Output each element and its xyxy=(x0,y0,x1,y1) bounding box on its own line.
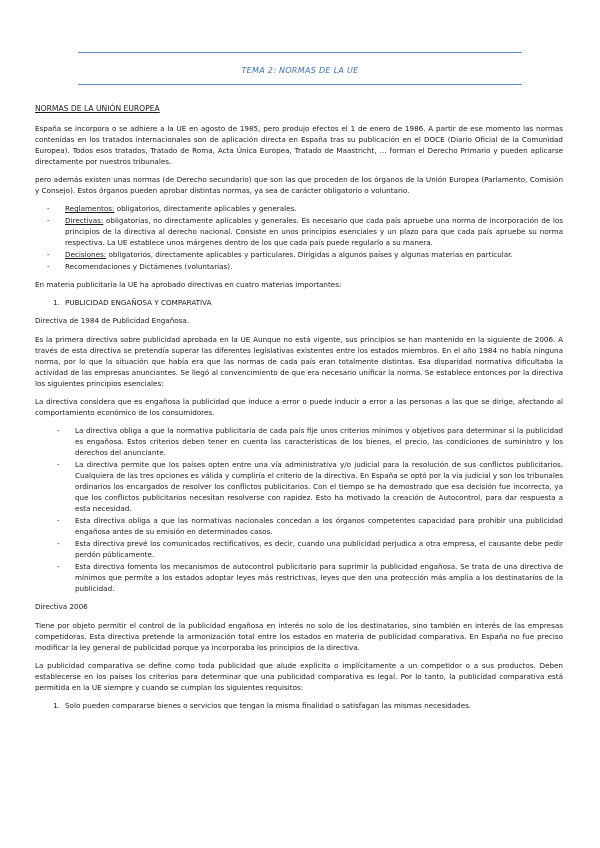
section-title-text: PUBLICIDAD ENGAÑOSA Y COMPARATIVA xyxy=(65,298,212,307)
principles-list xyxy=(35,425,563,594)
subheading: Directiva de 1984 de Publicidad Engañosa. xyxy=(35,316,190,325)
list-number: 1. xyxy=(53,701,60,710)
list-item: - La directiva permite que los países opten entre una vía administrativa y/o judicial para la resolución de sus conflictos publicitarios. Cualquiera de las tres opciones es válida y cumpliría el criterio de la directiva. En España se optó por la vía judicial y son los tribunales ordinarios los encargados de resolver los conflictos publicitarios. Con el tiempo se ha demostrado que esa decisión fue incorrecta, ya que los conflictos publicitarios necesitan resolverse con rapidez. Esto ha motivado la creación de Autocontrol, para dar respuesta a esta necesidad. xyxy=(35,459,563,514)
section-number: 1. xyxy=(53,298,60,307)
list-item: - La directiva obliga a que la normativa publicitaria de cada país fije unos criterios mínimos y objetivos para determinar si la publicidad es engañosa. Estos criterios deben tener en cuenta las características de los bienes, el precio, las condiciones de suministro y los derechos del anunciante. xyxy=(35,425,563,458)
list-item: - Esta directiva fomenta los mecanismos de autocontrol publicitario para suprimir la publicidad engañosa. Se trata de una directiva de mínimos que permite a los estados adoptar leyes más restrictivas, leyes que den una protección más amplia a los destinatarios de la publicidad. xyxy=(35,561,563,594)
list-item xyxy=(35,261,563,272)
paragraph: La publicidad comparativa se define como toda publicidad que alude explícita o implícitamente a un competidor o a sus productos. Deben establecerse en los países los criterios para determinar que una publicidad comparativa es legal. Por lo tanto, la publicidad comparativa está permitida en la UE siempre y cuando se cumplan los siguientes requisitos: xyxy=(35,661,563,692)
list-term: Directivas: xyxy=(65,216,104,225)
header-top-rule xyxy=(78,52,522,53)
paragraph: España se incorpora o se adhiere a la UE en agosto de 1985, pero produjo efectos el 1 de enero de 1986. A partir de ese momento las normas contenidas en los tratados internacionales son de aplicación directa en España tras su publicación en el DOCE (Diario Oficial de la Comunidad Europea). Todos esos tratados, Tratado de Roma, Acta Única Europea, Tratado de Maastricht, … forman el Derecho Primario y pueden aplicarse directamente por nuestros tribunales. xyxy=(35,124,563,166)
paragraph: La directiva considera que es engañosa la publicidad que induce a error o puede inducir a error a las personas a las que se dirige, afectando al comportamiento económico de los consumidores. xyxy=(35,397,563,417)
list-item: - Esta directiva obliga a que las normativas nacionales concedan a los órganos competentes capacidad para prohibir una publicidad engañosa antes de su emisión en determinados casos. xyxy=(35,515,563,537)
page-title: TEMA 2: NORMAS DE LA UE xyxy=(241,66,359,75)
norm-types-list xyxy=(35,203,563,272)
paragraph: Es la primera directiva sobre publicidad aprobada en la UE Aunque no está vigente, sus principios se han mantenido en la siguiente de 2006. A través de esta directiva se pretendía superar las diferentes legislativas existentes entre los estados miembros. En el año 1984 no había ninguna norma, por lo que la situación que había era que las normas de cada país eran totalmente distintas. Esa disparidad normativa dificultaba la actividad de las empresas anunciantes. Se llegó al convencimiento de que era necesario unificar la norma. Se establece entonces por la directiva los siguientes principios esenciales: xyxy=(35,335,563,388)
paragraph: pero además existen unas normas (de Derecho secundario) que son las que proceden de los órganos de la Unión Europea (Parlamento, Comisión y Consejo). Estos órganos pueden aprobar distintas normas, ya sea de carácter obligatorio o voluntario. xyxy=(35,175,563,195)
section-heading: NORMAS DE LA UNIÓN EUROPEA xyxy=(35,104,160,113)
list-text: Solo pueden compararse bienes o servicios que tengan la misma finalidad o satisfagan las mismas necesidades. xyxy=(65,701,472,710)
list-item: - Esta directiva prevé los comunicados rectificativos, es decir, cuando una publicidad perjudica a otra empresa, el causante debe pedir perdón públicamente. xyxy=(35,538,563,560)
list-item xyxy=(35,249,563,260)
list-text: Recomendaciones y Dictámenes (voluntarias). xyxy=(65,262,233,271)
list-item xyxy=(35,215,563,248)
header-bottom-rule xyxy=(78,84,522,85)
section-title xyxy=(35,297,563,308)
list-term: Reglamentos: xyxy=(65,204,115,213)
subheading: Directiva 2006 xyxy=(35,602,88,611)
list-text: obligatorias, no directamente aplicables y generales. Es necesario que cada país apruebe una norma de incorporación de los principios de la directiva al derecho nacional. Consiste en unos principios esenciales y un plazo para que cada país apruebe su norma respectiva. La UE establece unos márgenes dentro de los que cada país puede regularlo a su manera. xyxy=(65,216,563,247)
requirements-list xyxy=(35,700,563,711)
document-body xyxy=(35,103,563,718)
paragraph: En materia publicitaria la UE ha aprobado directivas en cuatro materias importantes: xyxy=(35,280,342,289)
list-item xyxy=(35,203,563,214)
paragraph: Tiene por objeto permitir el control de la publicidad engañosa en interés no solo de los destinatarios, sino también en interés de las empresas competidoras. Esta directiva pretende la armonización total entre los estados en materia de publicidad comparativa. En España no fue preciso modificar la ley general de publicidad porque ya incorporaba los principios de la directiva. xyxy=(35,621,563,652)
section-list xyxy=(35,297,563,308)
list-text: obligatorios, directamente aplicables y generales. xyxy=(114,204,297,213)
list-item xyxy=(35,700,563,711)
list-text: obligatorios, directamente aplicables y particulares. Dirigidas a algunos países y algunas materias en particular. xyxy=(106,250,513,259)
list-term: Decisiones: xyxy=(65,250,107,259)
